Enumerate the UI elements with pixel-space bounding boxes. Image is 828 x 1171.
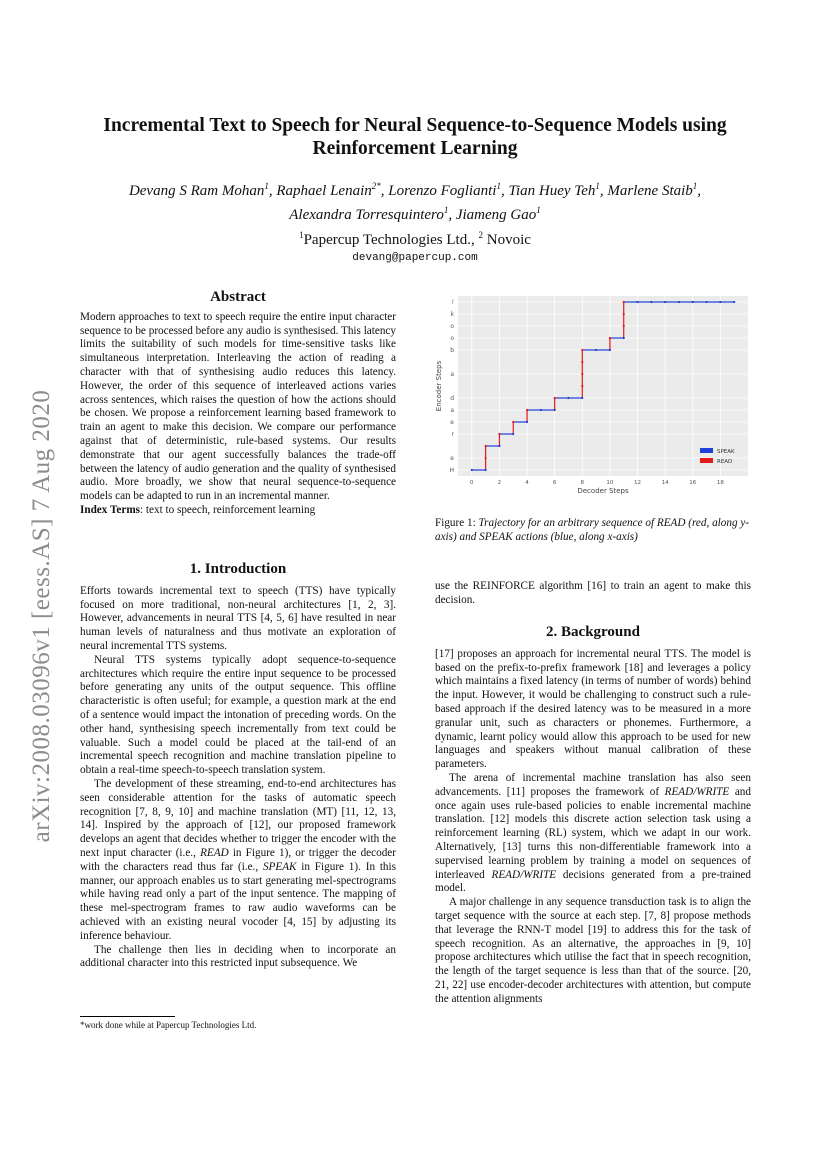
background-paragraph-2: The arena of incremental machine translation has also seen advancements. [11] proposes the framework of READ/WRITE and once again uses rule-based policies to enable incremental machine translation. [12] models this discrete action selection task using a reinforcement learning (RL) system, which we adapt in our work. Alternatively, [13] turns this non-differentiable framework into a supervised learning problem by training a model on sequences of interleaved READ/WRITE decisions generated from a pre-trained model. (435, 771, 751, 895)
trajectory-point (623, 313, 625, 315)
trajectory-point (623, 325, 625, 327)
intro-paragraph-1: Efforts towards incremental text to speech (TTS) have typically focused on more traditional, non-neural architectures [1, 2, 3]. However, advancements in neural TTS [4, 5, 6] have resulted in near human levels of naturalness and thus motivate an exploration of neural incremental TTS systems. (80, 584, 396, 652)
trajectory-point (554, 409, 556, 411)
abstract-heading: Abstract (210, 289, 266, 305)
intro-section (80, 563, 396, 971)
arxiv-sidebar (12, 356, 72, 876)
y-tick-label: e (450, 455, 454, 462)
trajectory-point (581, 385, 583, 387)
background-paragraph-1: [17] proposes an approach for incremental neural TTS. The model is based on the prefix-to-prefix framework [18] and leverages a policy which maintains a fixed latency (in terms of number of words) behind the input. However, it would be challenging to construct such a rule-based approach if the desired latency was to be measured in a more granular unit, such as characters or phonemes. Furthermore, a dynamic, learnt policy would allow this approach to be used for new languages and speakers without manual calibration of these parameters. (435, 647, 751, 771)
y-tick-label: H (449, 467, 454, 474)
trajectory-point (664, 301, 666, 303)
trajectory-point (485, 445, 487, 447)
intro-paragraph-3: The development of these streaming, end-to-end architectures has seen considerable attention for the tasks of automatic speech recognition [7, 8, 9, 10] and machine translation (MT) [11, 12, 13, 14]. Inspired by the approach of [12], our proposed framework develops an agent that decides whether to trigger the encoder with the next input character (i.e., READ in Figure 1), or trigger the decoder with the characters read thus far (i.e., SPEAK in Figure 1). In this manner, our approach enables us to start generating mel-spectrograms while having read only a part of the input sentence. The mapping of these mel-spectrogram frames to raw audio waveforms can be achieved with an existing neural vocoder [4, 15] by adjusting its inference behaviour. (80, 777, 396, 942)
abstract-section (80, 291, 396, 518)
trajectory-point (471, 469, 473, 471)
legend-swatch (700, 458, 713, 463)
y-axis-label: Encoder Steps (435, 360, 443, 412)
y-tick-label: e (450, 419, 454, 426)
legend-label: SPEAK (717, 449, 735, 455)
legend-swatch (700, 448, 713, 453)
background-paragraph-3: A major challenge in any sequence transduction task is to align the target sequence with the source at each step. [7, 8] propose methods that leverage the RNN-T model [19] to address this for the task of speech recognition. As an alternative, the approaches in [9, 10] propose architectures which utilise the fact that in speech recognition, the length of the target sequence is less than that of the source. [20, 21, 22] use encoder-decoder architectures with attention, but compute the attention alignments (435, 896, 751, 1005)
footnote-rule (80, 1016, 175, 1017)
trajectory-point (485, 457, 487, 459)
x-tick-label: 16 (689, 480, 697, 486)
y-tick-label: d (450, 395, 454, 402)
paper-title: Incremental Text to Speech for Neural Sequence-to-Sequence Models using Reinforcement Learning (103, 115, 727, 159)
trajectory-point (498, 445, 500, 447)
author-affiliation-mark: 1 (264, 181, 269, 191)
trajectory-point (678, 301, 680, 303)
index-terms: Index Terms: text to speech, reinforcement learning (80, 503, 316, 516)
trajectory-point (526, 421, 528, 423)
author-name: Jiameng Gao (455, 207, 537, 223)
intro-continuation: use the REINFORCE algorithm [16] to train an agent to make this decision. (435, 580, 751, 606)
figure-1-chart (435, 294, 753, 504)
trajectory-chart (435, 294, 753, 504)
trajectory-point (498, 433, 500, 435)
trajectory-point (581, 397, 583, 399)
intro-heading: 1. Introduction (189, 561, 287, 577)
author-affiliation-mark: 1 (443, 205, 449, 215)
x-tick-label: 6 (552, 480, 557, 486)
y-tick-label: o (450, 335, 454, 342)
author-name: Alexandra Torresquintero (289, 207, 444, 223)
trajectory-point (650, 301, 652, 303)
author-affiliation-mark: 1 (595, 181, 600, 191)
intro-paragraph-2: Neural TTS systems typically adopt sequence-to-sequence architectures which require the entire input sequence to be processed before generating any units of the output sequence. This offline characteristic is often useful; for example, a question mark at the end of a sentence would impact the intonation of preceding words. On the other hand, synthesising speech incrementally from text could be valuable. Such a model could be placed at the tail-end of an incremental speech recognition and machine translation pipeline to obtain a real-time speech-to-speech translation system. (80, 653, 396, 777)
x-tick-label: 14 (661, 480, 669, 486)
author-separator: , (599, 183, 608, 199)
arxiv-id: arXiv:2008.03096v1 [eess.AS] 7 Aug 2020 (28, 389, 55, 843)
trajectory-point (609, 349, 611, 351)
intro-paragraph-4: The challenge then lies in deciding when to incorporate an additional character into this restricted input subsequence. We (80, 943, 396, 970)
trajectory-point (512, 433, 514, 435)
author-affiliation-mark: 1 (496, 181, 501, 191)
author-name: Lorenzo Foglianti (388, 183, 497, 199)
x-tick-label: 4 (525, 480, 529, 486)
author-email: devang@papercup.com (352, 252, 478, 264)
author-list (80, 177, 750, 225)
x-tick-label: 18 (716, 480, 724, 486)
trajectory-point (623, 301, 625, 303)
y-tick-label: r (451, 431, 454, 438)
background-section (435, 626, 751, 1007)
x-axis-label: Decoder Steps (577, 487, 629, 495)
y-tick-label: a (450, 371, 454, 378)
trajectory-point (567, 397, 569, 399)
trajectory-point (733, 301, 735, 303)
author-affiliation-mark: 1 (692, 181, 698, 191)
author-affiliation-mark: 2* (371, 181, 381, 191)
author-name: Tian Huey Teh (508, 183, 596, 199)
author-name: Devang S Ram Mohan (128, 183, 265, 199)
author-separator: , (268, 183, 277, 199)
author-separator: , (380, 183, 389, 199)
x-tick-label: 10 (606, 480, 614, 486)
trajectory-point (692, 301, 694, 303)
y-tick-label: o (450, 323, 454, 330)
abstract-text: Modern approaches to text to speech require the entire input character sequence to be processed before any audio is synthesised. This latency limits the suitability of such models for time-sensitive tasks like simultaneous interpretation. Interleaving the action of reading a character with that of synthesising audio reduces this latency. However, the order of this sequence of interleaved actions varies across sentences, which raises the question of how the actions should be chosen. We propose a reinforcement learning based framework to train an agent to make this decision. We compare our performance against that of deterministic, rule-based systems. Our results demonstrate that our agent successfully balances the trade-off between the latency of audio generation and the quality of synthesised audio. More broadly, we show that neural sequence-to-sequence models can be adapted to run in an incremental manner. (80, 310, 396, 503)
author-separator: , (697, 183, 702, 199)
figure-1-caption: Figure 1: Trajectory for an arbitrary sequence of READ (red, along y-axis) and SPEAK actions (blue, along x-axis) (435, 517, 750, 543)
author-separator: , (500, 183, 509, 199)
trajectory-point (636, 301, 638, 303)
trajectory-point (705, 301, 707, 303)
trajectory-point (512, 421, 514, 423)
x-tick-label: 12 (634, 480, 642, 486)
trajectory-point (623, 337, 625, 339)
author-name: Marlene Staib (607, 183, 693, 199)
trajectory-point (581, 349, 583, 351)
trajectory-point (581, 361, 583, 363)
y-tick-label: a (450, 407, 454, 414)
trajectory-point (554, 397, 556, 399)
trajectory-point (609, 337, 611, 339)
trajectory-point (540, 409, 542, 411)
trajectory-point (595, 349, 597, 351)
x-tick-label: 8 (580, 480, 585, 486)
trajectory-point (485, 469, 487, 471)
x-tick-label: 2 (497, 480, 502, 486)
legend-label: READ (717, 459, 733, 465)
trajectory-point (581, 373, 583, 375)
trajectory-point (526, 409, 528, 411)
background-heading: 2. Background (546, 624, 640, 640)
y-tick-label: k (450, 311, 454, 318)
y-tick-label: b (450, 347, 454, 354)
author-name: Raphael Lenain (276, 183, 372, 199)
author-affiliation-mark: 1 (536, 205, 541, 215)
trajectory-point (719, 301, 721, 303)
y-tick-label: ! (451, 299, 454, 306)
footnote: *work done while at Papercup Technologies Ltd. (80, 1020, 257, 1030)
affiliations: $^1$Papercup Technologies Ltd., $^2$ Novoic (299, 230, 531, 248)
x-tick-label: 0 (470, 480, 474, 486)
author-separator: , (448, 207, 456, 223)
